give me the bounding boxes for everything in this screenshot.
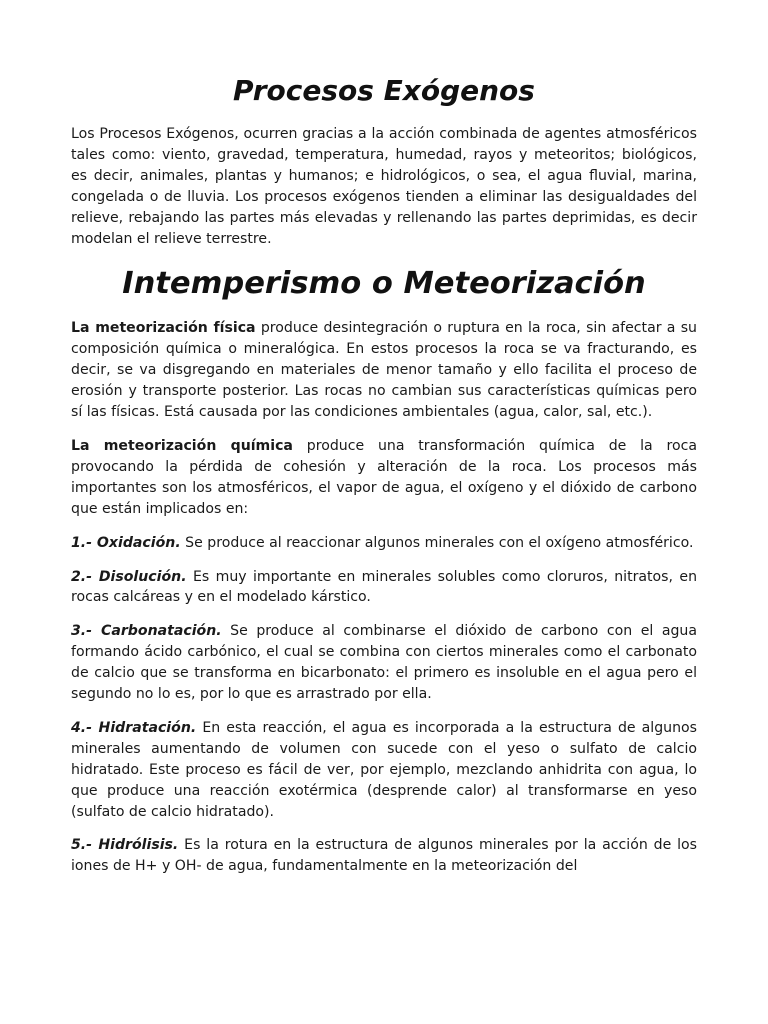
list-item-heading: 3.- Carbonatación. — [71, 623, 222, 640]
chemical-weathering-term: La meteorización química — [71, 437, 293, 454]
list-item-text: Es la rotura en la estructura de algunos minerales por la acción de los iones de H+ y OH- de agua, fundamentalmente en la meteorización del — [71, 837, 698, 875]
list-item-heading: 5.- Hidrólisis. — [71, 837, 179, 854]
list-item-heading: 4.- Hidratación. — [71, 719, 197, 736]
list-item-text: En esta reacción, el agua es incorporada a la estructura de algunos minerales aumentando de volumen con sucede con el yeso o sulfato de calcio hidratado. Este proceso es fácil de ver, por ejemplo, mezclando anhidrita con agua, lo que produce una reacción exotérmica (desprende calor) al transformarse en yeso (sulfato de calcio hidratado). — [71, 719, 697, 820]
list-item-dissolution — [71, 567, 697, 609]
list-item-text: Se produce al reaccionar algunos minerales con el oxígeno atmosférico. — [180, 534, 694, 551]
physical-weathering-text: produce desintegración o ruptura en la roca, sin afectar a su composición química o mineralógica. En estos procesos la roca se va fracturando, es decir, se va disgregando en materiales de menor tamaño y ello facilita el proceso de erosión y transporte posterior. Las rocas no cambian sus características químicas pero sí las físicas. Está causada por las condiciones ambientales (agua, calor, sal, etc.). — [71, 320, 697, 421]
chemical-weathering-paragraph — [71, 436, 697, 520]
document-page — [71, 70, 697, 890]
page-title: Procesos Exógenos — [233, 74, 535, 107]
chemical-weathering-text: produce una transformación química de la roca provocando la pérdida de cohesión y alteración de la roca. Los procesos más importantes son los atmosféricos, el vapor de agua, el oxígeno y el dióxido de carbono que están implicados en: — [71, 437, 697, 517]
list-item-hydrolysis — [71, 835, 697, 877]
list-item-text: Se produce al combinarse el dióxido de carbono con el agua formando ácido carbónico, el cual se combina con ciertos minerales como el carbonato de calcio que se transforma en bicarbonato: el primero es insoluble en el agua pero el segundo no lo es, por lo que es arrastrado por ella. — [71, 623, 697, 703]
section-title: Intemperismo o Meteorización — [122, 266, 646, 302]
list-item-text: Es muy importante en minerales solubles como cloruros, nitratos, en rocas calcáreas y en el modelado kárstico. — [71, 568, 697, 606]
physical-weathering-term: La meteorización física — [71, 320, 256, 337]
list-item-oxidation — [71, 533, 697, 554]
list-item-heading: 1.- Oxidación. — [71, 534, 181, 551]
physical-weathering-paragraph — [71, 318, 697, 423]
intro-paragraph: Los Procesos Exógenos, ocurren gracias a la acción combinada de agentes atmosféricos tales como: viento, gravedad, temperatura, humedad, rayos y meteoritos; biológicos, es decir, animales, plantas y humanos; e hidrológicos, o sea, el agua fluvial, marina, congelada o de lluvia. Los procesos exógenos tienden a eliminar las desigualdades del relieve, rebajando las partes más elevadas y rellenando las partes deprimidas, es decir modelan el relieve terrestre. — [71, 126, 697, 247]
list-item-heading: 2.- Disolución. — [71, 568, 187, 585]
list-item-carbonation — [71, 621, 697, 705]
list-item-hydration — [71, 718, 697, 823]
